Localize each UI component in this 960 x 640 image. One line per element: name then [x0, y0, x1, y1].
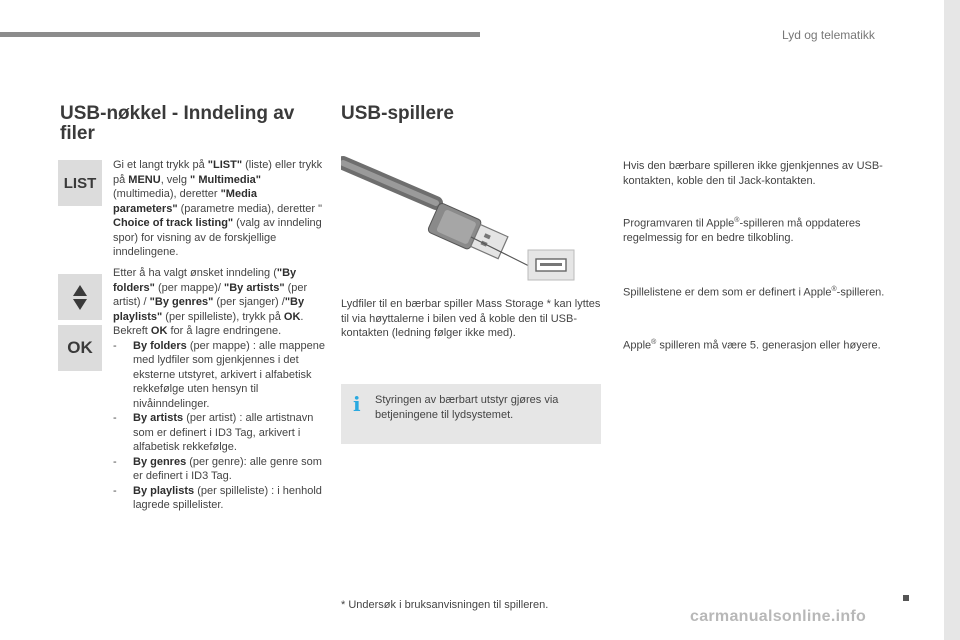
arrow-down-icon — [73, 299, 87, 310]
sort-instruction-main: Etter å ha valgt ønsket inndeling ("By folders" (per mappe)/ "By artists" (per artist) / "By genres" (per sjanger) /"By playlists" (per spilleliste), trykk på OK. — [113, 267, 308, 323]
page-edge-strip — [944, 0, 960, 640]
watermark-text: carmanualsonline.info — [690, 608, 867, 625]
info-box — [341, 384, 601, 444]
up-down-arrows-icon — [58, 274, 102, 320]
list-button-icon — [58, 160, 102, 206]
usb-players-title: USB-spillere — [341, 103, 454, 124]
list-instruction: Gi et langt trykk på "LIST" (liste) eller trykk på MENU, velg " Multimedia" (multimedia), deretter "Media parameters" (parametre media), deretter " Choice of track listing" (valg av inndeling spor) for visning av de forskjellige inndelingene. — [113, 159, 323, 258]
jack-fallback-note: Hvis den bærbare spilleren ikke gjenkjennes av USB-kontakten, koble den til Jack-kontakten. — [623, 160, 883, 187]
usb-cable-illustration — [341, 155, 601, 285]
footnote: * Undersøk i bruksanvisningen til spilleren. — [341, 599, 549, 611]
sort-instruction — [113, 266, 328, 513]
bullet-item: - By genres (per genre): alle genre som er definert i ID3 Tag. — [113, 455, 322, 482]
top-rule — [0, 32, 480, 37]
apple-generation-note: Apple® spilleren må være 5. generasjon eller høyere. — [623, 339, 881, 352]
info-text: Styringen av bærbart utstyr gjøres via betjeningene til lydsystemet. — [375, 394, 559, 421]
confirm-instruction: Bekreft OK for å lagre endringene. — [113, 325, 282, 337]
apple-playlists-note: Spillelistene er dem som er definert i Apple®-spilleren. — [623, 286, 885, 299]
ok-button-label: OK — [67, 338, 93, 357]
info-icon: i — [353, 392, 361, 416]
bullet-item: - By folders (per mappe) : alle mappene med lydfiler som gjenkjennes i det eksterne utstyret, arkivert i alfabetisk rekkefølge uten hensyn til nivåinndelinger. — [113, 339, 325, 410]
section-header: Lyd og telematikk — [782, 28, 875, 42]
usb-key-title: USB-nøkkel - Inndeling av filer — [60, 103, 295, 144]
bullet-item: - By playlists (per spilleliste) : i henhold lagrede spillelister. — [113, 484, 322, 511]
usb-players-description: Lydfiler til en bærbar spiller Mass Storage * kan lyttes til via høyttalerne i bilen ved å koble den til USB-kontakten (ledning følger ikke med). — [341, 298, 601, 339]
end-marker — [903, 595, 909, 601]
apple-update-note: Programvaren til Apple®-spilleren må oppdateres regelmessig for en bedre tilkobling. — [623, 217, 861, 245]
bullet-item: - By artists (per artist) : alle artistnavn som er definert i ID3 Tag, arkivert i alfabetisk rekkefølge. — [113, 412, 314, 453]
list-button-label: LIST — [63, 174, 97, 192]
ok-button-icon — [58, 325, 102, 371]
arrow-up-icon — [73, 285, 87, 296]
